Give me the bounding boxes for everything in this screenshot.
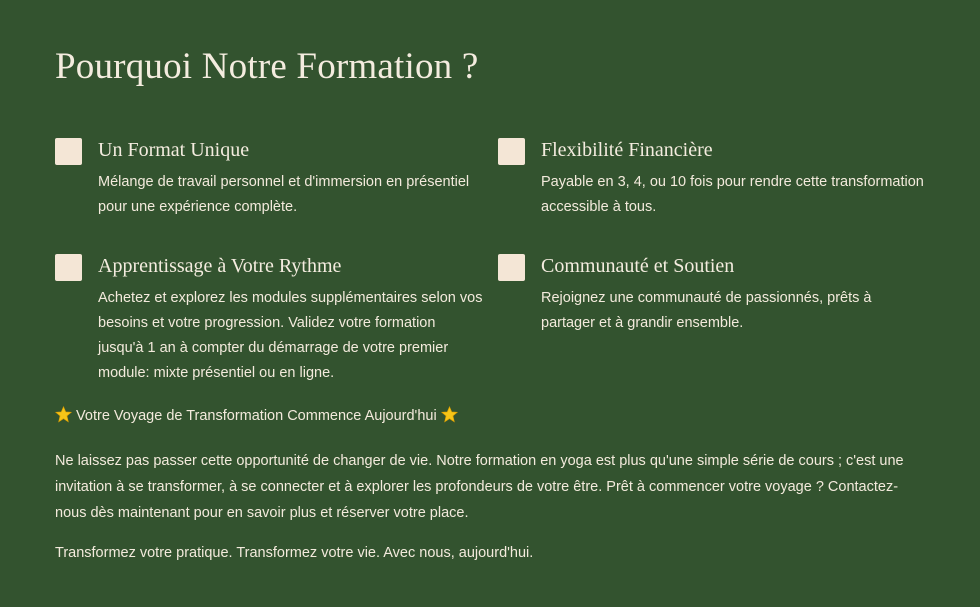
feature-description-line: jusqu'à 1 an à compter du démarrage de votre premier <box>98 340 449 356</box>
feature-title: Un Format Unique <box>98 139 250 161</box>
feature-description-line: accessible à tous. <box>541 199 657 215</box>
feature-description <box>541 170 941 220</box>
voyage-heading <box>55 404 458 429</box>
closing-paragraph: Transformez votre pratique. Transformez votre vie. Avec nous, aujourd'hui. <box>55 545 534 561</box>
invitation-paragraph <box>55 448 915 526</box>
feature-description <box>541 286 941 336</box>
feature-description-line: Achetez et explorez les modules supplémentaires selon vos <box>98 290 483 306</box>
paragraph-line: nous dès maintenant pour en savoir plus et réserver votre place. <box>55 505 469 521</box>
feature-bullet-icon <box>498 138 525 165</box>
feature-description-line: partager et à grandir ensemble. <box>541 315 744 331</box>
feature-bullet-icon <box>55 138 82 165</box>
glowing-star-icon <box>441 406 458 423</box>
feature-description-line: pour une expérience complète. <box>98 199 298 215</box>
page-title: Pourquoi Notre Formation ? <box>55 46 479 87</box>
feature-title: Apprentissage à Votre Rythme <box>98 255 342 277</box>
feature-description-line: Mélange de travail personnel et d'immersion en présentiel <box>98 174 470 190</box>
glowing-star-icon <box>55 406 72 423</box>
feature-description-line: Rejoignez une communauté de passionnés, prêts à <box>541 290 872 306</box>
voyage-text: Votre Voyage de Transformation Commence Aujourd'hui <box>76 408 437 424</box>
paragraph-line: invitation à se transformer, à se connecter et à explorer les profondeurs de votre être. Prêt à commencer votre voyage ? Contactez- <box>55 479 899 495</box>
feature-bullet-icon <box>55 254 82 281</box>
feature-description-line: besoins et votre progression. Validez votre formation <box>98 315 436 331</box>
paragraph-line: Ne laissez pas passer cette opportunité de changer de vie. Notre formation en yoga est plus qu'une simple série de cours ; c'est une <box>55 453 904 469</box>
feature-title: Flexibilité Financière <box>541 139 713 161</box>
feature-description-line: Payable en 3, 4, ou 10 fois pour rendre cette transformation <box>541 174 924 190</box>
feature-bullet-icon <box>498 254 525 281</box>
feature-description <box>98 286 498 386</box>
feature-title: Communauté et Soutien <box>541 255 735 277</box>
feature-description <box>98 170 498 220</box>
feature-description-line: module: mixte présentiel ou en ligne. <box>98 365 335 381</box>
